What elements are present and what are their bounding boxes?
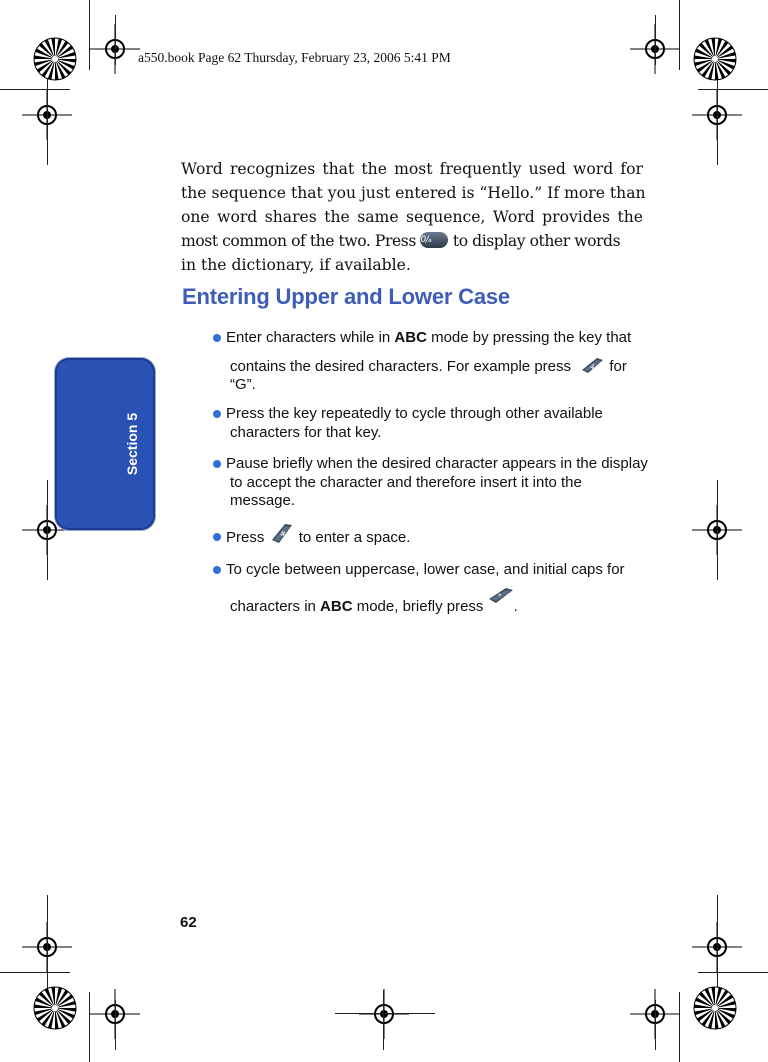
- 4-ghi-key-label: 4: [590, 363, 595, 371]
- bullet-dot: [213, 460, 221, 468]
- intro-line: in the dictionary, if available.: [181, 256, 411, 274]
- bullet-line: Pause briefly when the desired character appears in the display: [226, 455, 648, 472]
- bullet-dot: [213, 533, 221, 541]
- intro-line: to display other words: [452, 232, 621, 250]
- crop-line: [47, 895, 48, 995]
- crop-line: [115, 1000, 116, 1050]
- starburst-target-icon: [692, 36, 738, 82]
- bullet-line: [226, 527, 410, 549]
- bullet-line: characters for that key.: [230, 424, 382, 441]
- section-tab: [55, 358, 155, 530]
- intro-line-with-key: [181, 229, 643, 253]
- bullet-text: mode, briefly press: [352, 597, 484, 615]
- page-number: 62: [180, 914, 197, 931]
- bullet-dot: [213, 566, 221, 574]
- crop-line: [655, 1000, 656, 1050]
- 0-next-key-icon: 0/ₐ: [420, 232, 448, 248]
- starburst-target-icon: [692, 985, 738, 1031]
- bullet-text: contains the desired characters. For example press: [230, 357, 571, 375]
- bullet-text: characters in: [230, 597, 321, 615]
- section-tab-label: Section 5: [124, 412, 140, 476]
- star-key-label: *: [497, 592, 502, 600]
- crop-line: [655, 15, 656, 65]
- pound-key-label: #: [279, 530, 286, 538]
- pound-key-icon: [269, 522, 295, 544]
- starburst-target-icon: [32, 985, 78, 1031]
- crop-line: [115, 15, 116, 65]
- bullet-line: [230, 592, 518, 618]
- intro-line: one word shares the same sequence, Word provides the: [181, 208, 643, 226]
- bullet-line: “G”.: [230, 376, 256, 393]
- bullet-text: to enter a space.: [298, 528, 411, 546]
- bullet-line: Press the key repeatedly to cycle through other available: [226, 405, 603, 422]
- crop-line: [383, 990, 384, 1050]
- star-key-icon: [488, 587, 514, 609]
- starburst-target-icon: [32, 36, 78, 82]
- section-heading: Entering Upper and Lower Case: [182, 284, 510, 309]
- bullet-text: for: [609, 357, 627, 375]
- bullet-line: [230, 356, 627, 378]
- bullet-dot: [213, 334, 221, 342]
- abc-mode-label: ABC: [320, 597, 353, 615]
- bullet-dot: [213, 410, 221, 418]
- abc-mode-label: ABC: [394, 329, 427, 346]
- intro-line: the sequence that you just entered is “Hello.” If more than: [181, 184, 646, 202]
- intro-paragraph: [181, 157, 646, 277]
- bullet-line: [226, 328, 631, 347]
- intro-line: Word recognizes that the most frequently used word for: [181, 160, 643, 178]
- file-info-header: a550.book Page 62 Thursday, February 23, 2006 5:41 PM: [138, 50, 451, 65]
- crop-line: [47, 480, 48, 580]
- intro-line: most common of the two. Press: [181, 232, 416, 250]
- bullet-line: to accept the character and therefore insert it into the: [230, 474, 582, 491]
- bullet-text: Press: [226, 528, 269, 546]
- bullet-line: message.: [230, 492, 296, 509]
- bullet-text: mode by pressing the key that: [426, 329, 632, 346]
- bullet-line: To cycle between uppercase, lower case, and initial caps for: [226, 561, 625, 578]
- bullet-text: Enter characters while in: [226, 329, 395, 346]
- bullet-text: .: [513, 597, 518, 615]
- crop-line: [717, 895, 718, 995]
- crop-line: [335, 1013, 435, 1014]
- crop-line: [717, 480, 718, 580]
- registration-mark-icon: [359, 989, 409, 1039]
- 4-ghi-key-icon: [579, 356, 605, 378]
